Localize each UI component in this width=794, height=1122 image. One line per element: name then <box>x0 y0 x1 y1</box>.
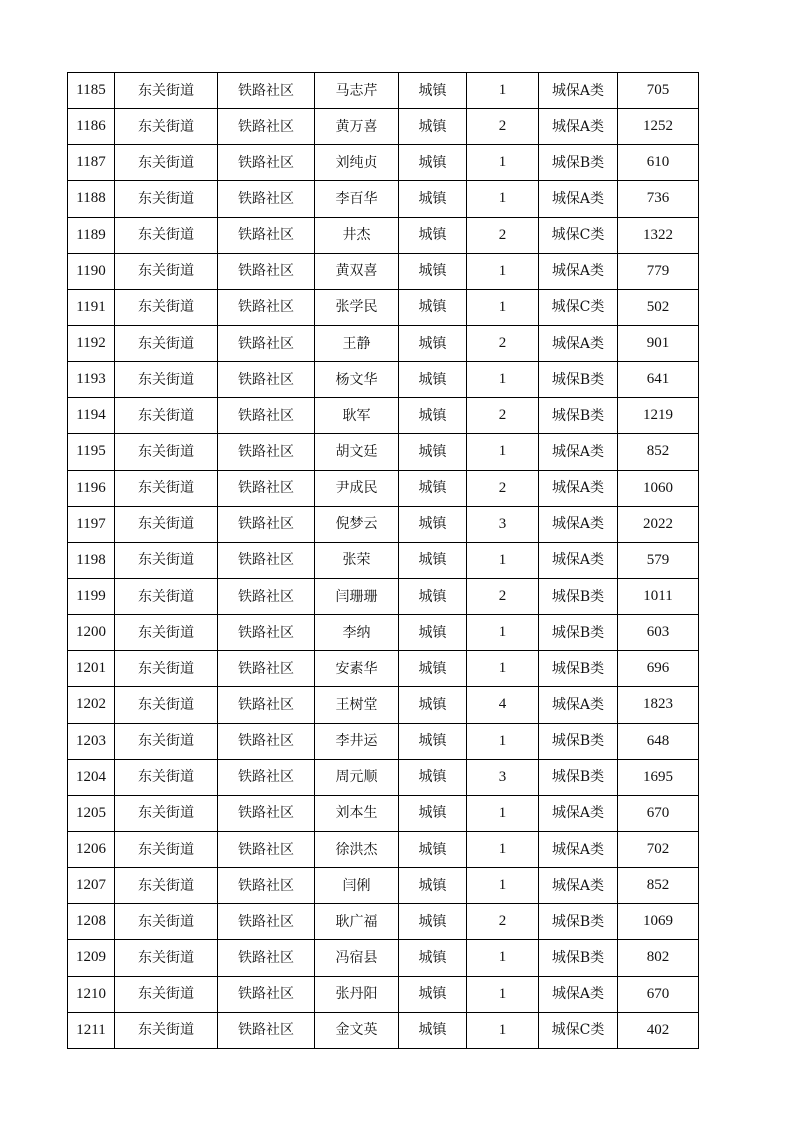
insurance-category-cell: 城保B类 <box>539 145 618 181</box>
community-cell: 铁路社区 <box>218 325 315 361</box>
community-cell: 铁路社区 <box>218 759 315 795</box>
area-type-cell: 城镇 <box>399 470 467 506</box>
household-count-cell: 1 <box>467 289 539 325</box>
row-number: 1189 <box>68 217 115 253</box>
area-type-cell: 城镇 <box>399 145 467 181</box>
insurance-category-cell: 城保A类 <box>539 109 618 145</box>
amount-cell: 1695 <box>618 759 699 795</box>
street-cell: 东关街道 <box>115 578 218 614</box>
amount-cell: 1219 <box>618 398 699 434</box>
name-cell: 胡文廷 <box>315 434 399 470</box>
household-count-cell: 1 <box>467 542 539 578</box>
area-type-cell: 城镇 <box>399 506 467 542</box>
household-count-cell: 2 <box>467 217 539 253</box>
household-count-cell: 1 <box>467 868 539 904</box>
household-count-cell: 3 <box>467 759 539 795</box>
insurance-category-cell: 城保A类 <box>539 868 618 904</box>
row-number: 1211 <box>68 1012 115 1048</box>
street-cell: 东关街道 <box>115 723 218 759</box>
table-row <box>68 217 699 253</box>
street-cell: 东关街道 <box>115 1012 218 1048</box>
row-number: 1187 <box>68 145 115 181</box>
community-cell: 铁路社区 <box>218 723 315 759</box>
insurance-category-cell: 城保C类 <box>539 1012 618 1048</box>
insurance-category-cell: 城保A类 <box>539 506 618 542</box>
amount-cell: 603 <box>618 615 699 651</box>
table-row <box>68 506 699 542</box>
insurance-category-cell: 城保A类 <box>539 976 618 1012</box>
insurance-category-cell: 城保A类 <box>539 687 618 723</box>
community-cell: 铁路社区 <box>218 687 315 723</box>
insurance-category-cell: 城保A类 <box>539 181 618 217</box>
household-count-cell: 1 <box>467 831 539 867</box>
community-cell: 铁路社区 <box>218 398 315 434</box>
amount-cell: 736 <box>618 181 699 217</box>
amount-cell: 502 <box>618 289 699 325</box>
household-count-cell: 1 <box>467 434 539 470</box>
insurance-category-cell: 城保A类 <box>539 253 618 289</box>
street-cell: 东关街道 <box>115 976 218 1012</box>
amount-cell: 579 <box>618 542 699 578</box>
table-row <box>68 759 699 795</box>
street-cell: 东关街道 <box>115 109 218 145</box>
insurance-category-cell: 城保A类 <box>539 325 618 361</box>
name-cell: 黄万喜 <box>315 109 399 145</box>
row-number: 1188 <box>68 181 115 217</box>
community-cell: 铁路社区 <box>218 217 315 253</box>
table-row <box>68 145 699 181</box>
amount-cell: 852 <box>618 434 699 470</box>
area-type-cell: 城镇 <box>399 868 467 904</box>
name-cell: 尹成民 <box>315 470 399 506</box>
name-cell: 王树堂 <box>315 687 399 723</box>
community-cell: 铁路社区 <box>218 615 315 651</box>
insurance-category-cell: 城保B类 <box>539 651 618 687</box>
household-count-cell: 1 <box>467 940 539 976</box>
amount-cell: 610 <box>618 145 699 181</box>
insurance-category-cell: 城保A类 <box>539 542 618 578</box>
row-number: 1185 <box>68 73 115 109</box>
amount-cell: 2022 <box>618 506 699 542</box>
name-cell: 张荣 <box>315 542 399 578</box>
community-cell: 铁路社区 <box>218 542 315 578</box>
row-number: 1204 <box>68 759 115 795</box>
records-table <box>67 72 699 1049</box>
household-count-cell: 1 <box>467 723 539 759</box>
row-number: 1205 <box>68 795 115 831</box>
area-type-cell: 城镇 <box>399 542 467 578</box>
table-row <box>68 289 699 325</box>
amount-cell: 779 <box>618 253 699 289</box>
street-cell: 东关街道 <box>115 759 218 795</box>
street-cell: 东关街道 <box>115 253 218 289</box>
amount-cell: 802 <box>618 940 699 976</box>
amount-cell: 852 <box>618 868 699 904</box>
household-count-cell: 4 <box>467 687 539 723</box>
area-type-cell: 城镇 <box>399 723 467 759</box>
household-count-cell: 1 <box>467 615 539 651</box>
street-cell: 东关街道 <box>115 795 218 831</box>
row-number: 1201 <box>68 651 115 687</box>
area-type-cell: 城镇 <box>399 615 467 651</box>
row-number: 1199 <box>68 578 115 614</box>
street-cell: 东关街道 <box>115 398 218 434</box>
row-number: 1210 <box>68 976 115 1012</box>
amount-cell: 1060 <box>618 470 699 506</box>
community-cell: 铁路社区 <box>218 795 315 831</box>
area-type-cell: 城镇 <box>399 795 467 831</box>
insurance-category-cell: 城保B类 <box>539 723 618 759</box>
community-cell: 铁路社区 <box>218 506 315 542</box>
insurance-category-cell: 城保B类 <box>539 759 618 795</box>
insurance-category-cell: 城保B类 <box>539 904 618 940</box>
table-row <box>68 362 699 398</box>
area-type-cell: 城镇 <box>399 759 467 795</box>
household-count-cell: 2 <box>467 578 539 614</box>
name-cell: 闫珊珊 <box>315 578 399 614</box>
street-cell: 东关街道 <box>115 687 218 723</box>
insurance-category-cell: 城保C类 <box>539 217 618 253</box>
row-number: 1202 <box>68 687 115 723</box>
name-cell: 耿军 <box>315 398 399 434</box>
household-count-cell: 2 <box>467 398 539 434</box>
table-row <box>68 434 699 470</box>
name-cell: 冯宿县 <box>315 940 399 976</box>
street-cell: 东关街道 <box>115 145 218 181</box>
name-cell: 马志芹 <box>315 73 399 109</box>
table-row <box>68 940 699 976</box>
area-type-cell: 城镇 <box>399 578 467 614</box>
row-number: 1198 <box>68 542 115 578</box>
row-number: 1195 <box>68 434 115 470</box>
area-type-cell: 城镇 <box>399 217 467 253</box>
table-row <box>68 904 699 940</box>
insurance-category-cell: 城保A类 <box>539 73 618 109</box>
name-cell: 徐洪杰 <box>315 831 399 867</box>
community-cell: 铁路社区 <box>218 470 315 506</box>
household-count-cell: 2 <box>467 470 539 506</box>
name-cell: 倪梦云 <box>315 506 399 542</box>
table-row <box>68 398 699 434</box>
table-row <box>68 831 699 867</box>
row-number: 1196 <box>68 470 115 506</box>
table-row <box>68 542 699 578</box>
street-cell: 东关街道 <box>115 325 218 361</box>
household-count-cell: 1 <box>467 976 539 1012</box>
table-row <box>68 109 699 145</box>
community-cell: 铁路社区 <box>218 904 315 940</box>
name-cell: 李纳 <box>315 615 399 651</box>
area-type-cell: 城镇 <box>399 181 467 217</box>
table-row <box>68 687 699 723</box>
street-cell: 东关街道 <box>115 217 218 253</box>
community-cell: 铁路社区 <box>218 73 315 109</box>
row-number: 1197 <box>68 506 115 542</box>
row-number: 1191 <box>68 289 115 325</box>
name-cell: 刘纯贞 <box>315 145 399 181</box>
street-cell: 东关街道 <box>115 831 218 867</box>
community-cell: 铁路社区 <box>218 289 315 325</box>
community-cell: 铁路社区 <box>218 940 315 976</box>
household-count-cell: 1 <box>467 145 539 181</box>
table-row <box>68 868 699 904</box>
name-cell: 闫俐 <box>315 868 399 904</box>
row-number: 1190 <box>68 253 115 289</box>
table-row <box>68 723 699 759</box>
household-count-cell: 1 <box>467 795 539 831</box>
amount-cell: 1823 <box>618 687 699 723</box>
amount-cell: 641 <box>618 362 699 398</box>
community-cell: 铁路社区 <box>218 109 315 145</box>
row-number: 1208 <box>68 904 115 940</box>
street-cell: 东关街道 <box>115 542 218 578</box>
row-number: 1206 <box>68 831 115 867</box>
name-cell: 安素华 <box>315 651 399 687</box>
street-cell: 东关街道 <box>115 615 218 651</box>
community-cell: 铁路社区 <box>218 253 315 289</box>
street-cell: 东关街道 <box>115 940 218 976</box>
area-type-cell: 城镇 <box>399 253 467 289</box>
row-number: 1192 <box>68 325 115 361</box>
amount-cell: 702 <box>618 831 699 867</box>
community-cell: 铁路社区 <box>218 1012 315 1048</box>
insurance-category-cell: 城保B类 <box>539 578 618 614</box>
amount-cell: 1322 <box>618 217 699 253</box>
community-cell: 铁路社区 <box>218 868 315 904</box>
street-cell: 东关街道 <box>115 506 218 542</box>
table-row <box>68 253 699 289</box>
street-cell: 东关街道 <box>115 868 218 904</box>
community-cell: 铁路社区 <box>218 181 315 217</box>
table-row <box>68 325 699 361</box>
amount-cell: 696 <box>618 651 699 687</box>
table-row <box>68 578 699 614</box>
name-cell: 李百华 <box>315 181 399 217</box>
area-type-cell: 城镇 <box>399 1012 467 1048</box>
area-type-cell: 城镇 <box>399 434 467 470</box>
insurance-category-cell: 城保B类 <box>539 362 618 398</box>
amount-cell: 648 <box>618 723 699 759</box>
area-type-cell: 城镇 <box>399 362 467 398</box>
amount-cell: 670 <box>618 976 699 1012</box>
area-type-cell: 城镇 <box>399 687 467 723</box>
row-number: 1209 <box>68 940 115 976</box>
table-body <box>68 73 699 1049</box>
area-type-cell: 城镇 <box>399 289 467 325</box>
name-cell: 张学民 <box>315 289 399 325</box>
insurance-category-cell: 城保A类 <box>539 434 618 470</box>
name-cell: 周元顺 <box>315 759 399 795</box>
insurance-category-cell: 城保B类 <box>539 615 618 651</box>
table-row <box>68 651 699 687</box>
row-number: 1200 <box>68 615 115 651</box>
community-cell: 铁路社区 <box>218 976 315 1012</box>
household-count-cell: 1 <box>467 181 539 217</box>
household-count-cell: 1 <box>467 1012 539 1048</box>
street-cell: 东关街道 <box>115 651 218 687</box>
name-cell: 井杰 <box>315 217 399 253</box>
community-cell: 铁路社区 <box>218 831 315 867</box>
area-type-cell: 城镇 <box>399 325 467 361</box>
amount-cell: 402 <box>618 1012 699 1048</box>
area-type-cell: 城镇 <box>399 109 467 145</box>
street-cell: 东关街道 <box>115 362 218 398</box>
community-cell: 铁路社区 <box>218 434 315 470</box>
community-cell: 铁路社区 <box>218 362 315 398</box>
table-row <box>68 976 699 1012</box>
amount-cell: 705 <box>618 73 699 109</box>
street-cell: 东关街道 <box>115 181 218 217</box>
insurance-category-cell: 城保C类 <box>539 289 618 325</box>
insurance-category-cell: 城保B类 <box>539 940 618 976</box>
amount-cell: 1011 <box>618 578 699 614</box>
household-count-cell: 2 <box>467 904 539 940</box>
street-cell: 东关街道 <box>115 904 218 940</box>
name-cell: 李井运 <box>315 723 399 759</box>
household-count-cell: 1 <box>467 651 539 687</box>
amount-cell: 901 <box>618 325 699 361</box>
area-type-cell: 城镇 <box>399 831 467 867</box>
area-type-cell: 城镇 <box>399 940 467 976</box>
street-cell: 东关街道 <box>115 73 218 109</box>
amount-cell: 1069 <box>618 904 699 940</box>
household-count-cell: 2 <box>467 325 539 361</box>
table-row <box>68 795 699 831</box>
street-cell: 东关街道 <box>115 289 218 325</box>
name-cell: 张丹阳 <box>315 976 399 1012</box>
area-type-cell: 城镇 <box>399 398 467 434</box>
community-cell: 铁路社区 <box>218 145 315 181</box>
amount-cell: 670 <box>618 795 699 831</box>
name-cell: 王静 <box>315 325 399 361</box>
table-row <box>68 181 699 217</box>
name-cell: 刘本生 <box>315 795 399 831</box>
table-row <box>68 1012 699 1048</box>
insurance-category-cell: 城保B类 <box>539 398 618 434</box>
name-cell: 耿广福 <box>315 904 399 940</box>
household-count-cell: 1 <box>467 253 539 289</box>
household-count-cell: 1 <box>467 362 539 398</box>
street-cell: 东关街道 <box>115 434 218 470</box>
amount-cell: 1252 <box>618 109 699 145</box>
insurance-category-cell: 城保A类 <box>539 470 618 506</box>
name-cell: 杨文华 <box>315 362 399 398</box>
table-row <box>68 73 699 109</box>
area-type-cell: 城镇 <box>399 976 467 1012</box>
insurance-category-cell: 城保A类 <box>539 795 618 831</box>
row-number: 1207 <box>68 868 115 904</box>
insurance-category-cell: 城保A类 <box>539 831 618 867</box>
community-cell: 铁路社区 <box>218 578 315 614</box>
row-number: 1193 <box>68 362 115 398</box>
row-number: 1194 <box>68 398 115 434</box>
street-cell: 东关街道 <box>115 470 218 506</box>
household-count-cell: 3 <box>467 506 539 542</box>
row-number: 1186 <box>68 109 115 145</box>
name-cell: 黄双喜 <box>315 253 399 289</box>
household-count-cell: 1 <box>467 73 539 109</box>
community-cell: 铁路社区 <box>218 651 315 687</box>
name-cell: 金文英 <box>315 1012 399 1048</box>
table-row <box>68 470 699 506</box>
row-number: 1203 <box>68 723 115 759</box>
household-count-cell: 2 <box>467 109 539 145</box>
area-type-cell: 城镇 <box>399 904 467 940</box>
table-row <box>68 615 699 651</box>
area-type-cell: 城镇 <box>399 73 467 109</box>
area-type-cell: 城镇 <box>399 651 467 687</box>
